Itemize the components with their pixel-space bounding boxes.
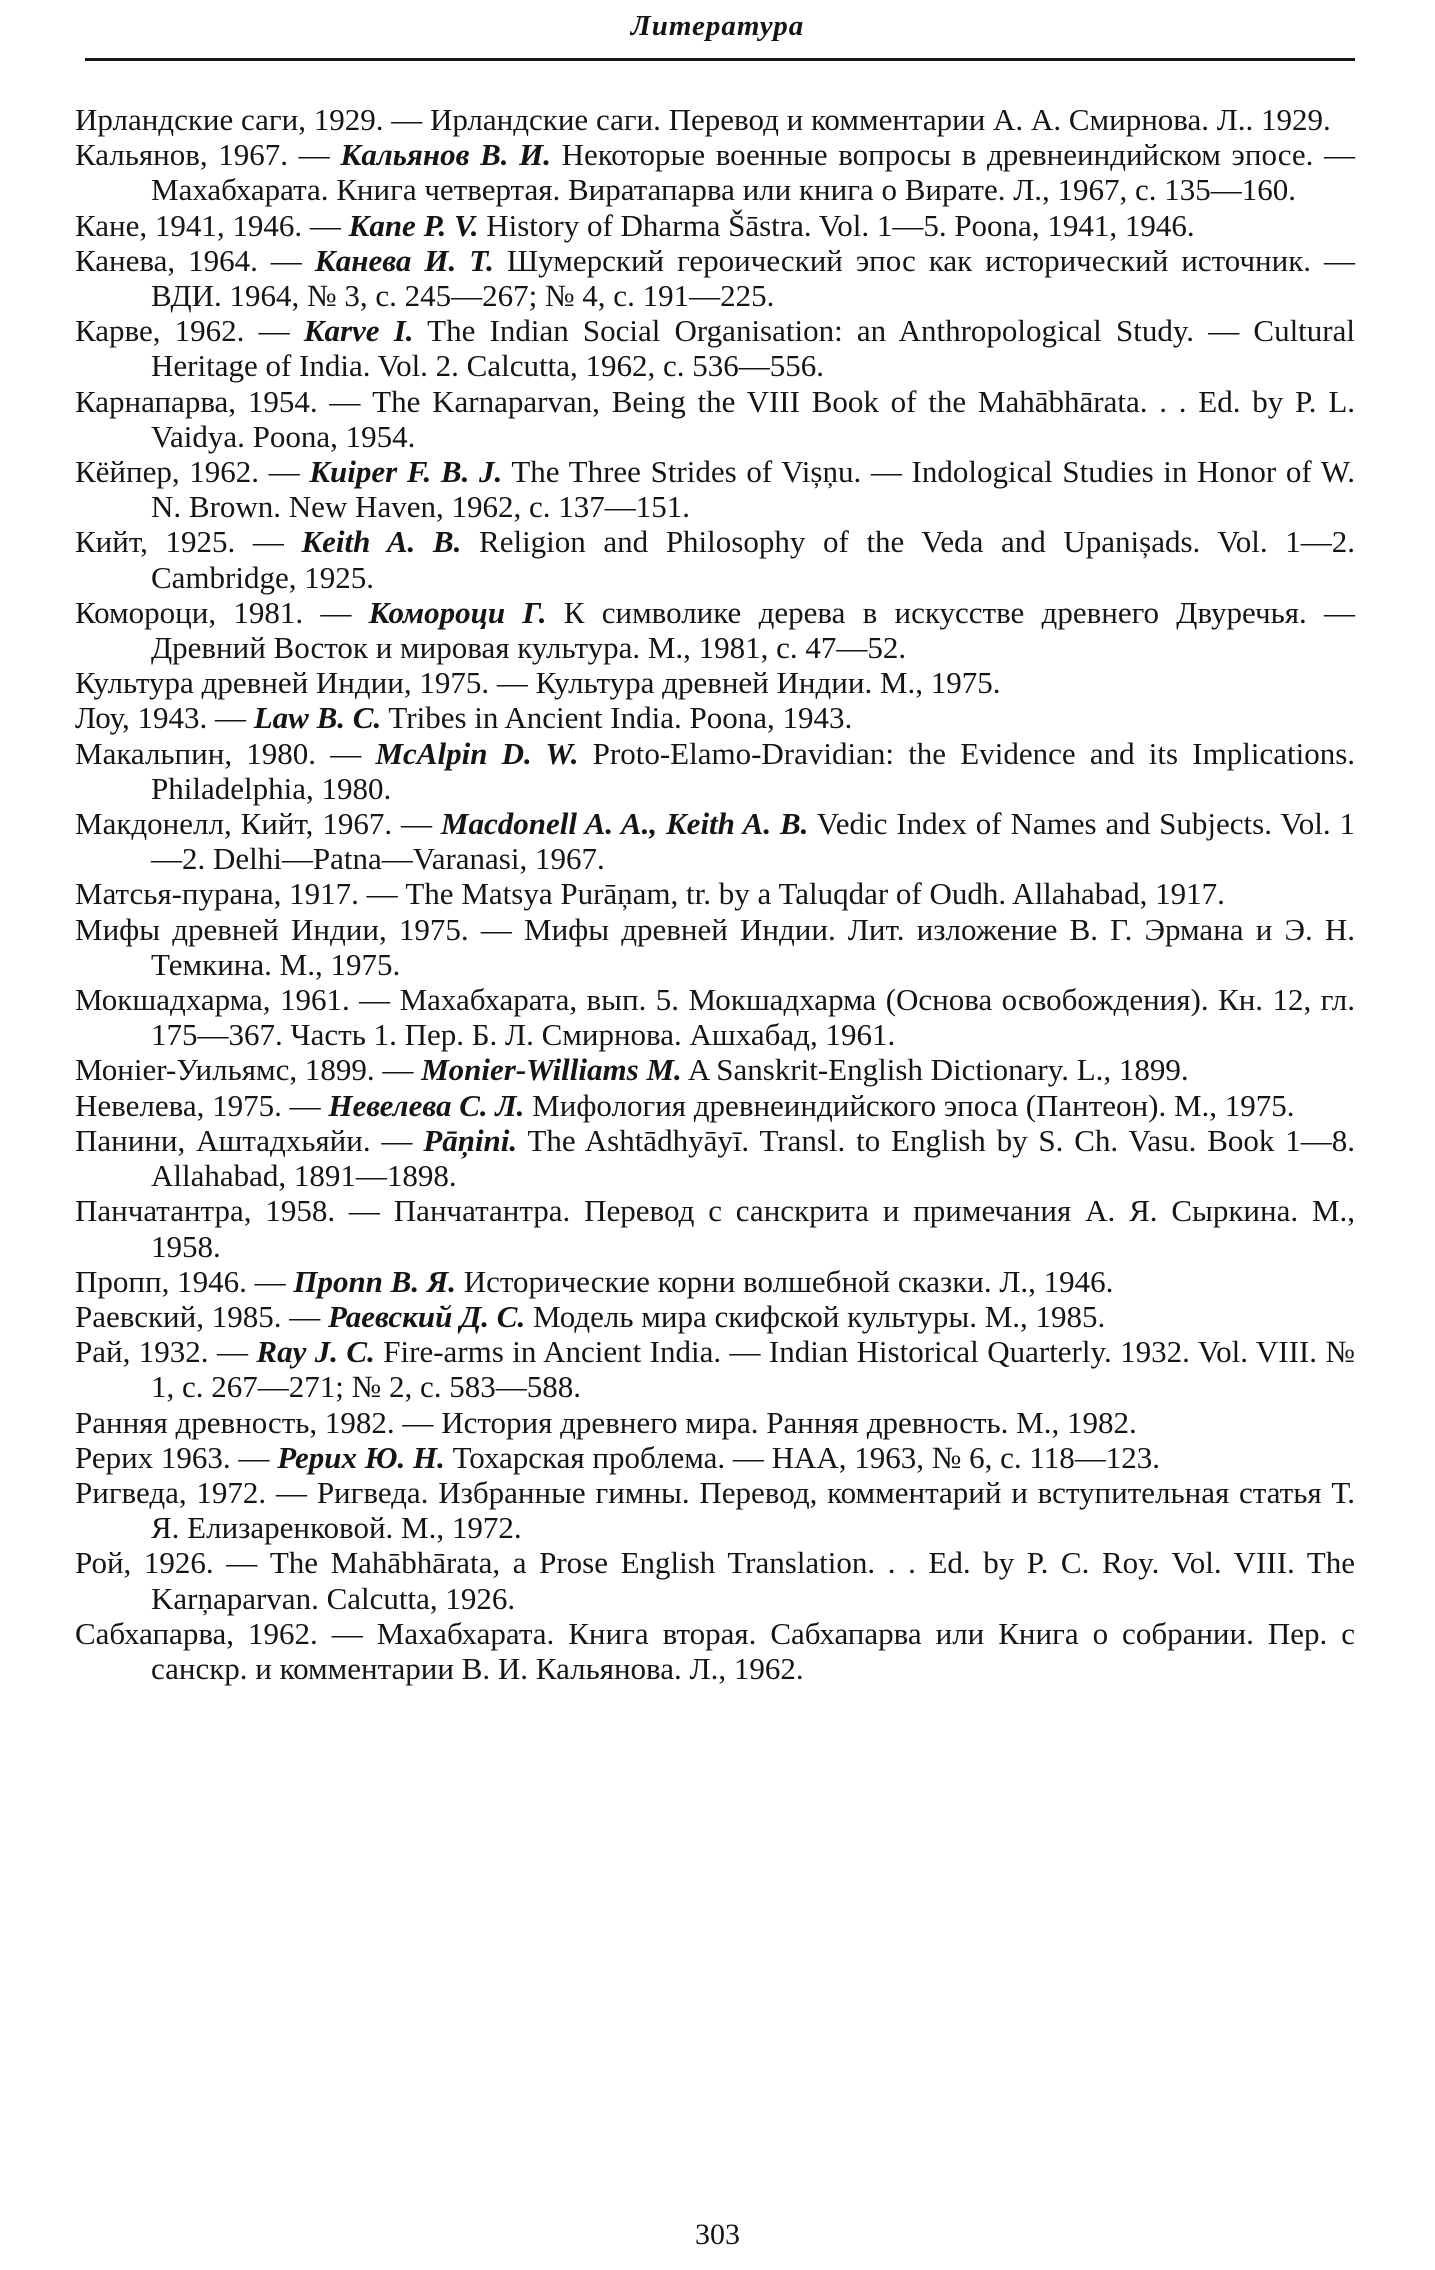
entry-key: Мокшадхарма, 1961. — <box>75 982 391 1018</box>
bibliography-entry <box>75 1193 1355 1263</box>
bibliography-entry <box>75 137 1355 207</box>
entry-text: Исторические корни волшебной сказки. Л., 1946. <box>463 1263 1114 1299</box>
entry-text: Vedic Index of Names and Subjects. Vol. 1—2. Delhi—Patna—Varanasi, 1967. <box>151 806 1355 877</box>
bibliography-entry <box>75 102 1355 137</box>
entry-text: The Ashtādhyāyī. Transl. to English by S. Ch. Vasu. Book 1—8. Allahabad, 1891—1898. <box>151 1122 1355 1194</box>
entry-key: Панини, Аштадхьяйи. — <box>75 1122 413 1158</box>
entry-key: Сабхапарва, 1962. — <box>75 1615 363 1651</box>
entry-key: Макдонелл, Кийт, 1967. — <box>75 806 432 842</box>
entry-text: Tribes in Ancient India. Poona, 1943. <box>388 700 853 736</box>
entry-key: Кёйпер, 1962. — <box>75 454 300 490</box>
entry-text: Шумерский героический эпос как исторический источник. — ВДИ. 1964, № 3, с. 245—267; № 4, с. 191—225. <box>151 242 1355 314</box>
entry-text: Religion and Philosophy of the Veda and Upanișads. Vol. 1—2. Cambridge, 1925. <box>151 524 1356 595</box>
entry-author: Karve I. <box>303 313 414 349</box>
entry-text: History of Dharma Šāstra. Vol. 1—5. Poona, 1941, 1946. <box>486 207 1195 243</box>
bibliography-entry <box>75 1440 1355 1475</box>
entry-key: Ранняя древность, 1982. — <box>75 1404 434 1440</box>
entry-key: Лоу, 1943. — <box>75 700 246 736</box>
entry-text: The Matsya Purāņam, tr. by a Taluqdar of Oudh. Allahabad, 1917. <box>405 876 1225 912</box>
entry-key: Карве, 1962. — <box>75 313 290 349</box>
entry-key: Кийт, 1925. — <box>75 524 284 560</box>
entry-text: Модель мира скифской культуры. М., 1985. <box>532 1298 1106 1334</box>
entry-key: Рерих 1963. — <box>75 1439 270 1475</box>
entry-key: Рой, 1926. — <box>75 1545 258 1581</box>
entry-key: Панчатантра, 1958. — <box>75 1193 380 1229</box>
entry-text: Панчатантра. Перевод с санскрита и примечания А. Я. Сыркина. М., 1958. <box>151 1193 1356 1264</box>
entry-key: Кальянов, 1967. — <box>75 137 330 173</box>
entry-author: Monier-Williams M. <box>421 1052 682 1088</box>
entry-key: Ригведа, 1972. — <box>75 1474 307 1510</box>
bibliography-entry <box>75 1123 1355 1193</box>
entry-key: Монier-Уильямс, 1899. — <box>75 1052 414 1088</box>
bibliography-entry <box>75 208 1355 243</box>
entry-author: Раевский Д. С. <box>327 1298 526 1334</box>
entry-text: The Karnaparvan, Being the VIII Book of the Mahābhārata. . . Ed. by P. L. Vaidya. Poona, 1954. <box>151 383 1356 454</box>
bibliography-entry <box>75 1052 1355 1087</box>
bibliography-entry <box>75 454 1355 524</box>
bibliography-entry <box>75 1264 1355 1299</box>
bibliography-entry <box>75 524 1355 594</box>
entry-text: Ригведа. Избранные гимны. Перевод, комментарий и вступительная статья Т. Я. Елизаренковой. М., 1972. <box>151 1474 1356 1546</box>
entry-text: История древнего мира. Ранняя древность. М., 1982. <box>441 1404 1137 1440</box>
entry-key: Комороци, 1981. — <box>75 594 352 630</box>
bibliography-entry <box>75 1334 1355 1404</box>
entry-text: Махабхарата, вып. 5. Мокшадхарма (Основа освобождения). Кн. 12, гл. 175—367. Часть 1. Пер. Б. Л. Смирнова. Ашхабад, 1961. <box>151 982 1355 1053</box>
entry-author: Law B. C. <box>253 700 382 736</box>
entry-text: Мифы древней Индии. Лит. изложение В. Г. Эрмана и Э. Н. Темкина. М., 1975. <box>151 911 1356 982</box>
bibliography-entry <box>75 243 1355 313</box>
bibliography-entry <box>75 912 1355 982</box>
entry-text: A Sanskrit-English Dictionary. L., 1899. <box>687 1052 1189 1088</box>
bibliography-entry <box>75 806 1355 876</box>
bibliography-entry <box>75 595 1355 665</box>
bibliography-entry <box>75 876 1355 911</box>
entry-author: Kane P. V. <box>348 207 479 243</box>
entry-key: Мифы древней Индии, 1975. — <box>75 911 512 947</box>
entry-key: Канева, 1964. — <box>75 242 302 278</box>
entry-text: Ирландские саги. Перевод и комментарии А. А. Смирнова. Л.. 1929. <box>429 102 1331 137</box>
entry-key: Пропп, 1946. — <box>75 1263 286 1299</box>
entry-text: Fire-arms in Ancient India. — Indian Historical Quarterly. 1932. Vol. VIII. № 1, с. 267—271; № 2, с. 583—588. <box>151 1334 1356 1405</box>
bibliography-entry <box>75 1299 1355 1334</box>
entry-key: Раевский, 1985. — <box>75 1298 321 1334</box>
bibliography-entry <box>75 982 1355 1052</box>
entry-author: Ray J. C. <box>256 1334 375 1370</box>
entry-author: Рерих Ю. Н. <box>277 1439 445 1475</box>
entry-text: Мифология древнеиндийского эпоса (Пантеон). М., 1975. <box>532 1087 1295 1123</box>
bibliography-entry <box>75 1616 1355 1686</box>
entry-key: Ирландские саги, 1929. — <box>75 102 423 137</box>
entry-text: Тохарская проблема. — НАА, 1963, № 6, с. 118—123. <box>452 1439 1160 1475</box>
bibliography-entry <box>75 313 1355 383</box>
entry-author: Невелева С. Л. <box>328 1087 525 1123</box>
entry-author: Канева И. Т. <box>314 242 494 278</box>
bibliography-entry <box>75 700 1355 735</box>
entry-text: Махабхарата. Книга вторая. Сабхапарва или Книга о собрании. Пер. с санскр. и комментарии В. И. Кальянова. Л., 1962. <box>151 1615 1355 1686</box>
entry-key: Матсья-пурана, 1917. — <box>75 876 398 912</box>
entry-text: Некоторые военные вопросы в древнеиндийском эпосе. — Махабхарата. Книга четвертая. Виратапарва или книга о Вирате. Л., 1967, с. 135—160. <box>151 137 1356 208</box>
entry-text: Proto-Elamo-Dravidian: the Evidence and its Implications. Philadelphia, 1980. <box>151 735 1356 806</box>
entry-author: McAlpin D. W. <box>375 735 579 771</box>
bibliography-entry <box>75 1088 1355 1123</box>
entry-author: Keith A. B. <box>301 524 462 560</box>
bibliography-entry <box>75 1545 1355 1615</box>
bibliography-entry <box>75 384 1355 454</box>
entry-key: Кане, 1941, 1946. — <box>75 207 341 243</box>
entry-text: Культура древней Индии. М., 1975. <box>535 665 1001 701</box>
entry-text: К символике дерева в искусстве древнего Двуречья. — Древний Восток и мировая культура. М., 1981, с. 47—52. <box>151 594 1356 666</box>
entry-key: Культура древней Индии, 1975. — <box>75 665 528 701</box>
bibliography-entry <box>75 1475 1355 1545</box>
bibliography-list <box>75 102 1355 1686</box>
entry-author: Кальянов В. И. <box>340 137 552 173</box>
entry-key: Рай, 1932. — <box>75 1334 248 1370</box>
entry-author: Kuiper F. B. J. <box>309 454 503 490</box>
bibliography-entry <box>75 665 1355 700</box>
running-title: Литература <box>630 10 805 42</box>
entry-key: Макальпин, 1980. — <box>75 735 362 771</box>
bibliography-entry <box>75 1405 1355 1440</box>
entry-author: Пропп В. Я. <box>293 1263 456 1299</box>
entry-text: The Three Strides of Vișņu. — Indological Studies in Honor of W. N. Brown. New Haven, 1962, с. 137—151. <box>151 454 1355 525</box>
page-number: 303 <box>695 2218 740 2251</box>
entry-text: The Mahābhārata, a Prose English Translation. . . Ed. by P. C. Roy. Vol. VIII. The Karņaparvan. Calcutta, 1926. <box>151 1545 1355 1616</box>
entry-author: Комороци Г. <box>368 594 547 630</box>
entry-key: Невелева, 1975. — <box>75 1087 321 1123</box>
entry-author: Pāņini. <box>423 1122 518 1158</box>
header-rule <box>85 58 1355 61</box>
entry-author: Macdonell A. A., Keith A. B. <box>440 806 809 842</box>
entry-key: Карнапарва, 1954. — <box>75 383 361 419</box>
entry-text: The Indian Social Organisation: an Anthropological Study. — Cultural Heritage of India. Vol. 2. Calcutta, 1962, с. 536—556. <box>151 313 1355 384</box>
bibliography-entry <box>75 736 1355 806</box>
